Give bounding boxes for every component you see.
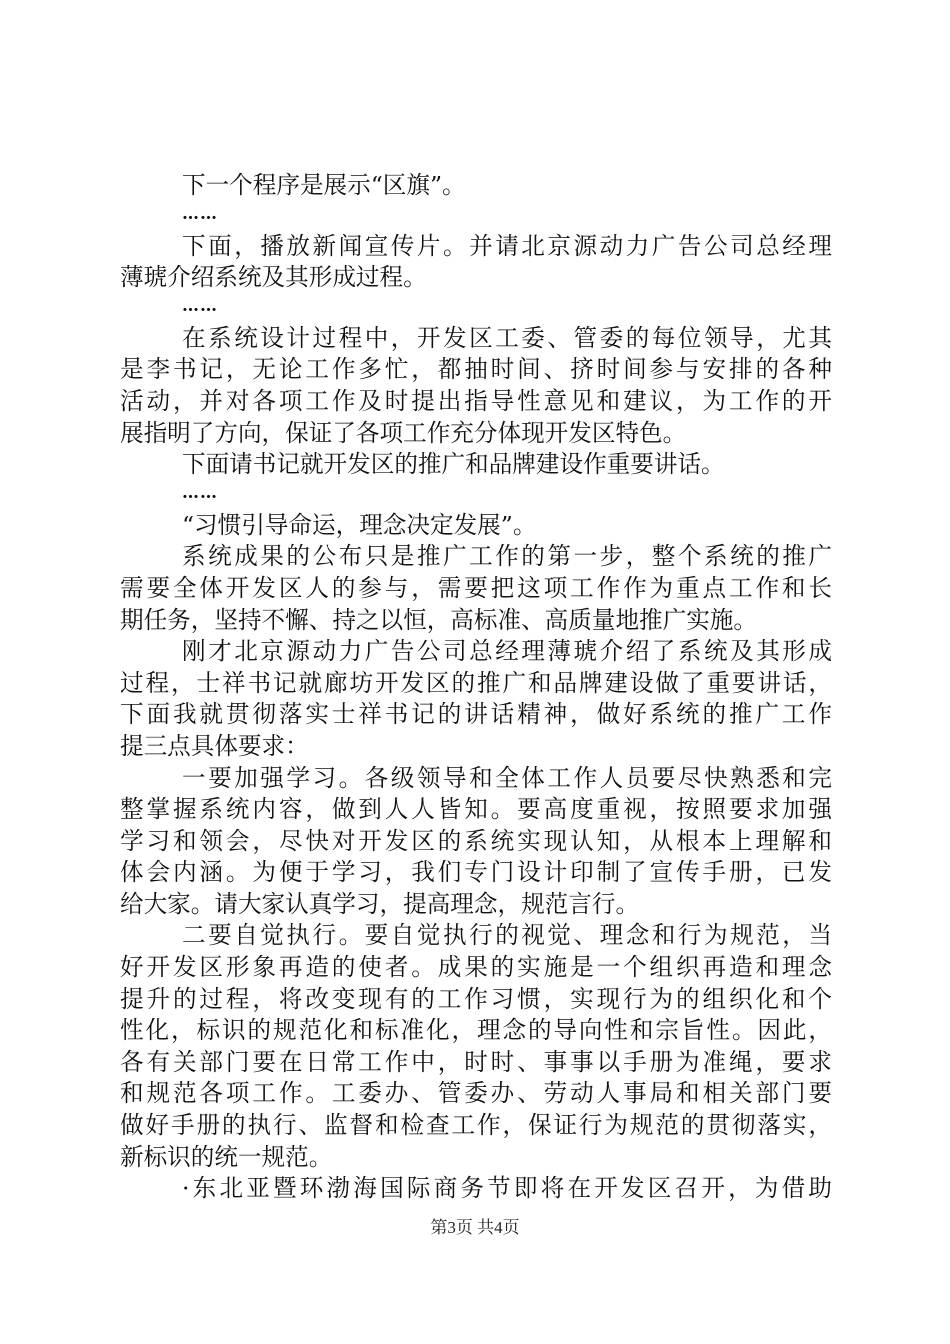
text-line: 和规范各项工作。工委办、管委办、劳动人事局和相关部门要	[120, 1079, 832, 1108]
document-body	[120, 170, 832, 1205]
text-line: 二要自觉执行。要自觉执行的视觉、理念和行为规范，当	[182, 921, 832, 950]
text-line: 体会内涵。为便于学习，我们专门设计印制了宣传手册，已发	[120, 858, 832, 887]
text-line: 下面我就贯彻落实士祥书记的讲话精神，做好系统的推广工作	[120, 700, 832, 729]
text-line: 做好手册的执行、监督和检查工作，保证行为规范的贯彻落实，	[120, 1111, 832, 1140]
text-line: 是李书记，无论工作多忙，都抽时间、挤时间参与安排的各种	[120, 355, 832, 384]
text-line: 系统成果的公布只是推广工作的第一步，整个系统的推广	[182, 542, 832, 571]
text-line: 性化，标识的规范化和标准化，理念的导向性和宗旨性。因此，	[120, 1016, 832, 1045]
text-line: 下一个程序是展示“区旗”。	[182, 171, 466, 199]
text-line: 需要全体开发区人的参与，需要把这项工作作为重点工作和长	[120, 573, 832, 602]
text-line: 整掌握系统内容，做到人人皆知。要高度重视，按照要求加强	[120, 795, 832, 824]
text-line: “习惯引导命运，理念决定发展”。	[182, 510, 537, 539]
text-line: 提三点具体要求：	[120, 731, 309, 760]
text-line: 活动，并对各项工作及时提出指导性意见和建议，为工作的开	[120, 386, 832, 415]
text-line: 提升的过程，将改变现有的工作习惯，实现行为的组织化和个	[120, 984, 832, 1013]
ellipsis-line: ……	[182, 482, 218, 503]
text-line: 给大家。请大家认真学习，提高理念，规范言行。	[120, 889, 640, 918]
text-line: 学习和领会，尽快对开发区的系统实现认知，从根本上理解和	[120, 826, 832, 855]
text-line: 好开发区形象再造的使者。成果的实施是一个组织再造和理念	[120, 953, 832, 982]
text-line: 下面，播放新闻宣传片。并请北京源动力广告公司总经理	[182, 231, 832, 260]
text-line: 下面请书记就开发区的推广和品牌建设作重要讲话。	[182, 450, 725, 479]
text-line: 期任务，坚持不懈、持之以恒，高标准、高质量地推广实施。	[120, 605, 758, 634]
text-line: 薄琥介绍系统及其形成过程。	[120, 263, 427, 292]
text-line: 过程，士祥书记就廊坊开发区的推广和品牌建设做了重要讲话，	[120, 668, 832, 697]
text-line: 在系统设计过程中，开发区工委、管委的每位领导，尤其	[182, 323, 832, 352]
text-line: 新标识的统一规范。	[120, 1142, 333, 1171]
ellipsis-line: ……	[182, 203, 218, 224]
text-line: 一要加强学习。各级领导和全体工作人员要尽快熟悉和完	[182, 763, 832, 792]
text-line: 各有关部门要在日常工作中，时时、事事以手册为准绳，要求	[120, 1047, 832, 1076]
ellipsis-line: ……	[182, 295, 218, 316]
text-line: 刚才北京源动力广告公司总经理薄琥介绍了系统及其形成	[182, 637, 832, 666]
text-line: ·东北亚暨环渤海国际商务节即将在开发区召开，为借助	[182, 1174, 832, 1203]
text-line: 展指明了方向，保证了各项工作充分体现开发区特色。	[120, 418, 687, 447]
page-number-footer: 第3页 共4页	[430, 1218, 520, 1237]
